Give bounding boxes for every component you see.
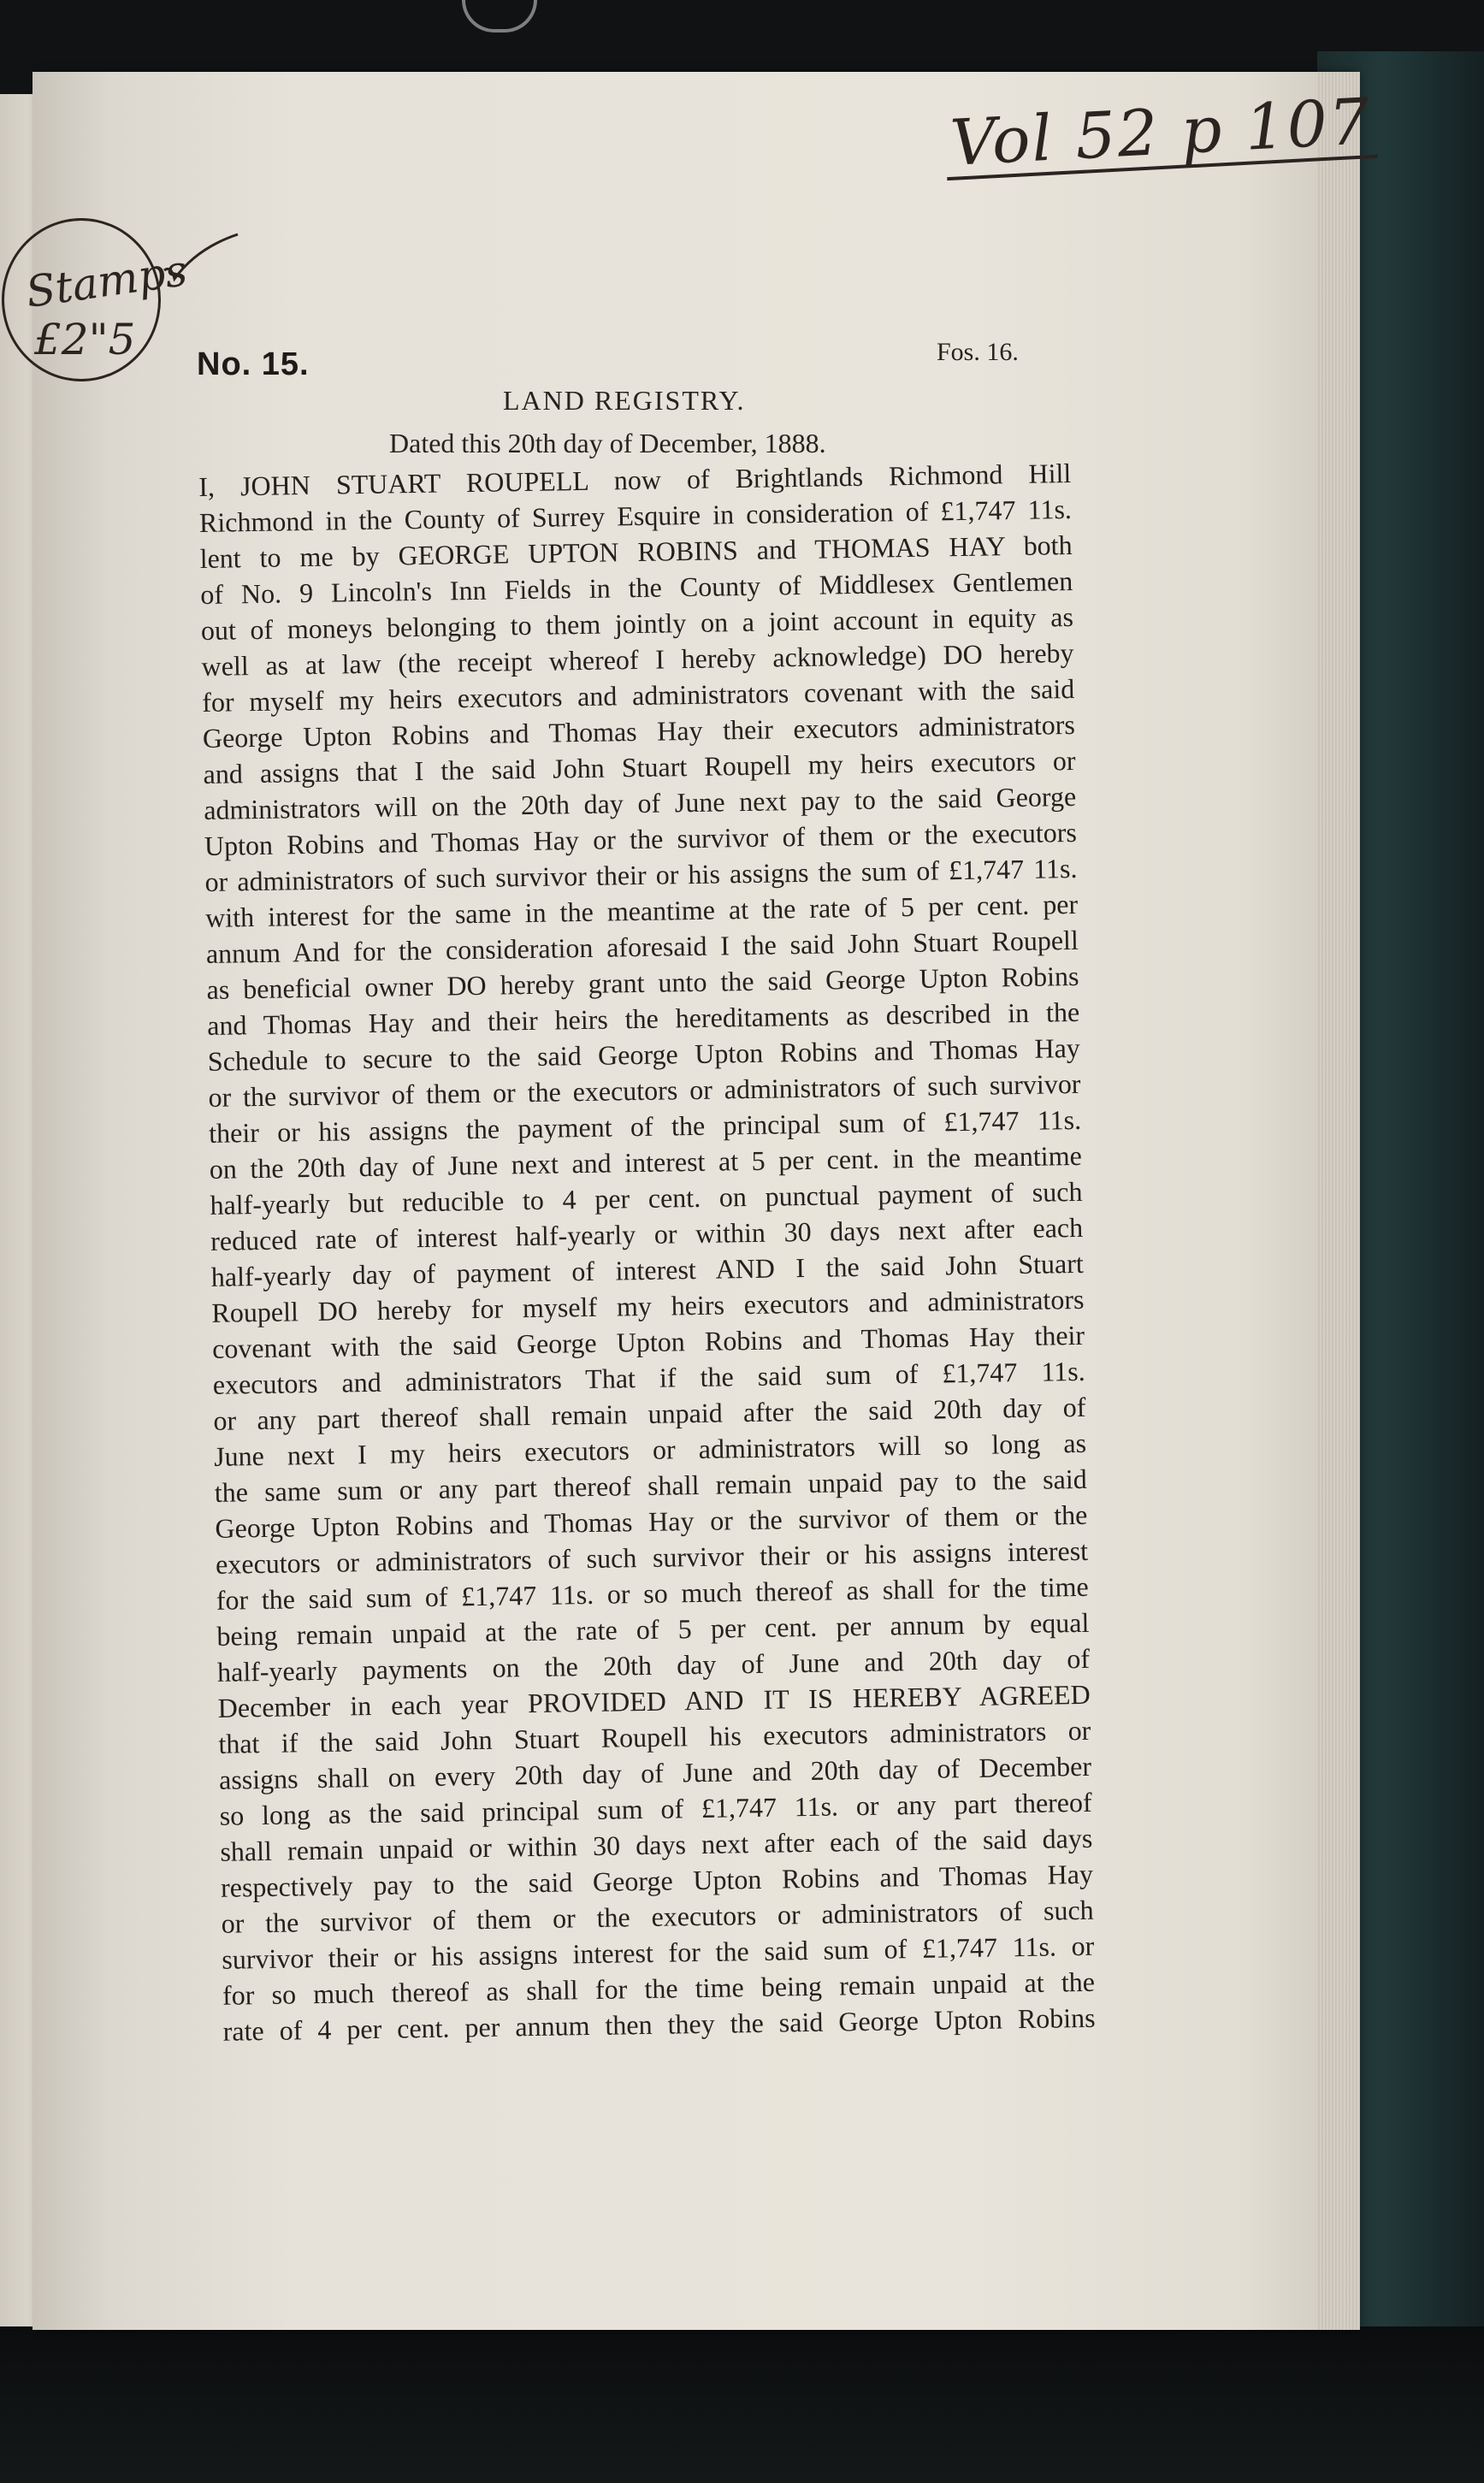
body-line: for myself my heirs executors and administrators covenant with the said [202,672,1075,718]
body-line: I, JOHN STUART ROUPELL now of Brightlands Richmond Hill [198,457,1072,502]
body-line: respectively pay to the said George Upton Robins and Thomas Hay [220,1858,1094,1903]
paper-clip-icon [462,0,537,33]
handwritten-stamp-amount: £2"5 [34,315,136,364]
body-line: their or his assigns the payment of the principal sum of £1,747 11s. [208,1103,1082,1149]
body-line: George Upton Robins and Thomas Hay or the survivor of them or the [215,1499,1088,1544]
body-line: out of moneys belonging to them jointly on a joint account in equity as [200,600,1074,646]
handwritten-stamps-label: Stamps [22,245,191,317]
body-line: or the survivor of them or the executors or administrators of such survivor [208,1067,1081,1113]
page-stack-edge [1317,72,1360,2330]
body-line: lent to me by GEORGE UPTON ROBINS and THOMAS HAY both [199,529,1073,574]
body-line: or the survivor of them or the executors or administrators of such [221,1894,1094,1939]
body-line: that if the said John Stuart Roupell his executors administrators or [218,1714,1091,1759]
body-line: and Thomas Hay and their heirs the hereditaments as described in the [206,996,1080,1041]
body-line: or any part thereof shall remain unpaid after the said 20th day of [213,1391,1086,1436]
body-line: with interest for the same in the meantime at the rate of 5 per cent. per [204,888,1079,933]
book-cover-bottom [0,2326,1484,2483]
body-line: or administrators of such survivor their or his assigns the sum of £1,747 11s. [204,852,1078,897]
body-line: December in each year PROVIDED AND IT IS HEREBY AGREED [217,1678,1091,1723]
body-line: on the 20th day of June next and interest at 5 per cent. in the meantime [209,1139,1083,1185]
body-line: Richmond in the County of Surrey Esquire in consideration of £1,747 11s. [198,493,1073,538]
body-line: as beneficial owner DO hereby grant unto the said George Upton Robins [206,960,1079,1005]
body-line: shall remain unpaid or within 30 days next after each of the said days [220,1822,1093,1867]
body-line: Schedule to secure to the said George Upton Robins and Thomas Hay [207,1032,1081,1077]
body-line: so long as the said principal sum of £1,747 11s. or any part thereof [219,1786,1092,1831]
body-line: survivor their or his assigns interest for the said sum of £1,747 11s. or [222,1930,1095,1975]
document-number: No. 15. [197,346,310,382]
body-line: and assigns that I the said John Stuart Roupell my heirs executors or [203,744,1076,789]
body-line: assigns shall on every 20th day of June and 20th day of December [218,1750,1092,1795]
handwritten-volume-reference: Vol 52 p 107 [943,90,1378,180]
body-line: well as at law (the receipt whereof I hereby acknowledge) DO hereby [201,636,1074,682]
body-line: half-yearly but reducible to 4 per cent. on punctual payment of such [210,1175,1083,1221]
body-line: covenant with the said George Upton Robins and Thomas Hay their [211,1319,1085,1364]
body-line: Roupell DO hereby for myself my heirs executors and administrators [211,1283,1085,1328]
body-line: June next I my heirs executors or administrators will so long as [213,1427,1087,1472]
body-line: Upton Robins and Thomas Hay or the survivor of them or the executors [204,816,1078,861]
body-line: reduced rate of interest half-yearly or within 30 days next after each [210,1211,1084,1256]
body-line: for the said sum of £1,747 11s. or so much thereof as shall for the time [216,1570,1089,1616]
body-line: of No. 9 Lincoln's Inn Fields in the County of Middlesex Gentlemen [200,565,1073,610]
deed-body-text [198,455,1096,2049]
body-line: George Upton Robins and Thomas Hay their executors administrators [202,708,1076,754]
body-line: executors and administrators That if the said sum of £1,747 11s. [212,1355,1085,1400]
body-line: the same sum or any part thereof shall remain unpaid pay to the said [214,1463,1087,1508]
body-line: being remain unpaid at the rate of 5 per cent. per annum by equal [216,1606,1090,1652]
document-date: Dated this 20th day of December, 1888. [389,428,826,458]
body-line: executors or administrators of such survivor their or his assigns interest [215,1534,1089,1580]
body-line: annum And for the consideration aforesaid I the said John Stuart Roupell [205,924,1079,969]
body-line: half-yearly payments on the 20th day of June and 20th day of [216,1642,1091,1688]
folio-count: Fos. 16. [937,338,1019,366]
body-line: administrators will on the 20th day of June next pay to the said George [203,780,1077,825]
body-line: for so much thereof as shall for the time being remain unpaid at the [222,1966,1096,2011]
body-line: half-yearly day of payment of interest AND I the said John Stuart [210,1247,1085,1292]
body-line: rate of 4 per cent. per annum then they the said George Upton Robins [222,2001,1096,2047]
document-title: LAND REGISTRY. [503,385,746,416]
check-mark-icon [163,231,239,282]
